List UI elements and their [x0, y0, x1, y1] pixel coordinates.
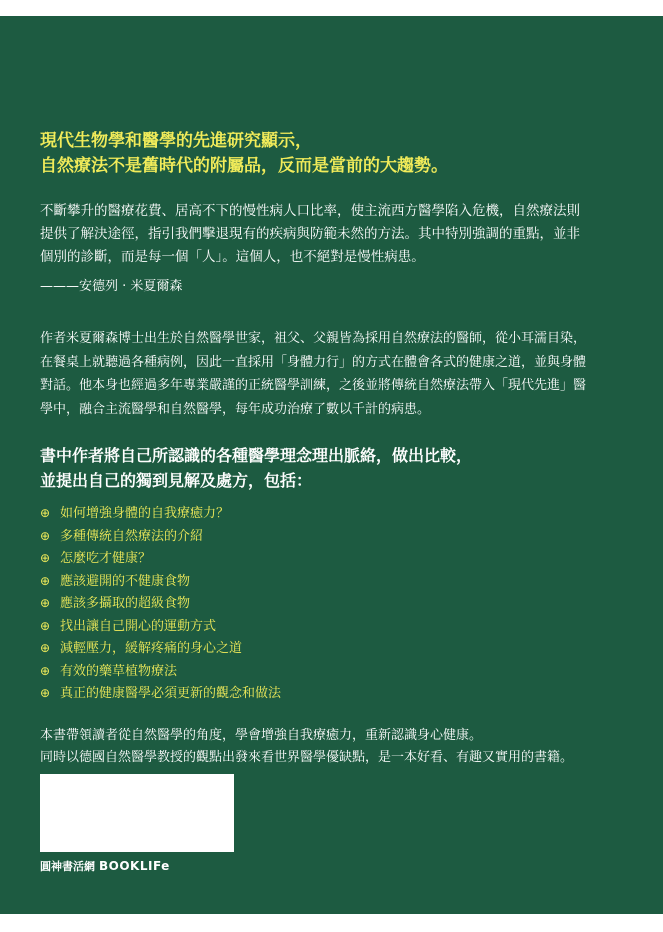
subheading	[40, 443, 472, 493]
subheading-line: 並提出自己的獨到見解及處方，包括：	[40, 471, 313, 490]
list-item	[40, 637, 281, 660]
circle-plus-icon: ⊕	[40, 551, 51, 565]
list-item-label: 找出讓自己開心的運動方式	[60, 618, 217, 634]
circle-plus-icon: ⊕	[40, 663, 51, 678]
bio-line: 在餐桌上就聽過各種病例，因此一直採用「身體力行」的方式在體會各式的健康之道，並與身體	[40, 354, 587, 370]
subheading-line: 書中作者將自己所認識的各種醫學理念理出脈絡，做出比較，	[40, 446, 473, 465]
list-item-label: 真正的健康醫學必須更新的觀念和做法	[60, 686, 282, 701]
closing-paragraph	[40, 725, 630, 769]
quote-attribution: ———安德列 · 米夏爾森	[40, 279, 183, 294]
feature-list	[40, 502, 281, 705]
list-item	[40, 547, 281, 570]
circle-plus-icon: ⊕	[40, 618, 51, 633]
author-bio	[40, 327, 630, 421]
list-item	[40, 660, 281, 683]
list-item-label: 如何增強身體的自我療癒力？	[60, 506, 230, 521]
bio-line: 對話。他本身也經過多年專業嚴謹的正統醫學訓練，之後並將傳統自然療法帶入「現代先進」醫	[40, 378, 587, 393]
headline-line: 自然療法不是舊時代的附屬品，反而是當前的大趨勢。	[40, 156, 448, 176]
bio-line: 學中，融合主流醫學和自然醫學，每年成功治療了數以千計的病患。	[40, 401, 431, 417]
list-item	[40, 682, 281, 705]
circle-plus-icon: ⊕	[40, 506, 51, 520]
quote-line: 個別的診斷，而是每一個「人」。這個人，也不絕對是慢性病患。	[40, 249, 425, 265]
quote-paragraph	[40, 200, 626, 269]
quote-line: 提供了解決途徑，指引我們擊退現有的疾病與防範未然的方法。其中特別強調的重點，並非	[40, 226, 580, 242]
circle-plus-icon: ⊕	[40, 596, 51, 610]
closing-line: 同時以德國自然醫學教授的觀點出發來看世界醫學優缺點，是一本好看、有趣又實用的書籍。	[40, 750, 574, 765]
circle-plus-icon: ⊕	[40, 686, 51, 700]
publisher-logo	[40, 858, 170, 875]
headline	[40, 129, 448, 179]
list-item-label: 有效的藥草植物療法	[60, 663, 178, 679]
publisher-name: 圓神書活網	[40, 860, 95, 873]
closing-line: 本書帶領讀者從自然醫學的角度，學會增強自我療癒力，重新認識身心健康。	[40, 728, 483, 743]
bio-line: 作者米夏爾森博士出生於自然醫學世家，祖父、父親皆為採用自然療法的醫師，從小耳濡目染，	[40, 331, 587, 346]
list-item-label: 多種傳統自然療法的介紹	[60, 528, 204, 544]
list-item-label: 應該避開的不健康食物	[60, 573, 191, 589]
circle-plus-icon: ⊕	[40, 573, 51, 588]
circle-plus-icon: ⊕	[40, 528, 51, 543]
list-item	[40, 502, 281, 525]
quote-line: 不斷攀升的醫療花費、居高不下的慢性病人口比率，使主流西方醫學陷入危機，自然療法則	[40, 203, 580, 219]
list-item-label: 怎麼吃才健康？	[60, 551, 152, 566]
back-cover	[0, 16, 663, 914]
barcode-area	[40, 774, 234, 852]
list-item-label: 應該多攝取的超級食物	[60, 596, 191, 611]
list-item-label: 減輕壓力，緩解疼痛的身心之道	[60, 641, 243, 656]
list-item	[40, 615, 281, 638]
headline-line: 現代生物學和醫學的先進研究顯示，	[40, 131, 312, 151]
list-item	[40, 570, 281, 593]
publisher-brand: BOOKLIFe	[99, 859, 170, 873]
list-item	[40, 592, 281, 615]
list-item	[40, 525, 281, 548]
circle-plus-icon: ⊕	[40, 641, 51, 655]
